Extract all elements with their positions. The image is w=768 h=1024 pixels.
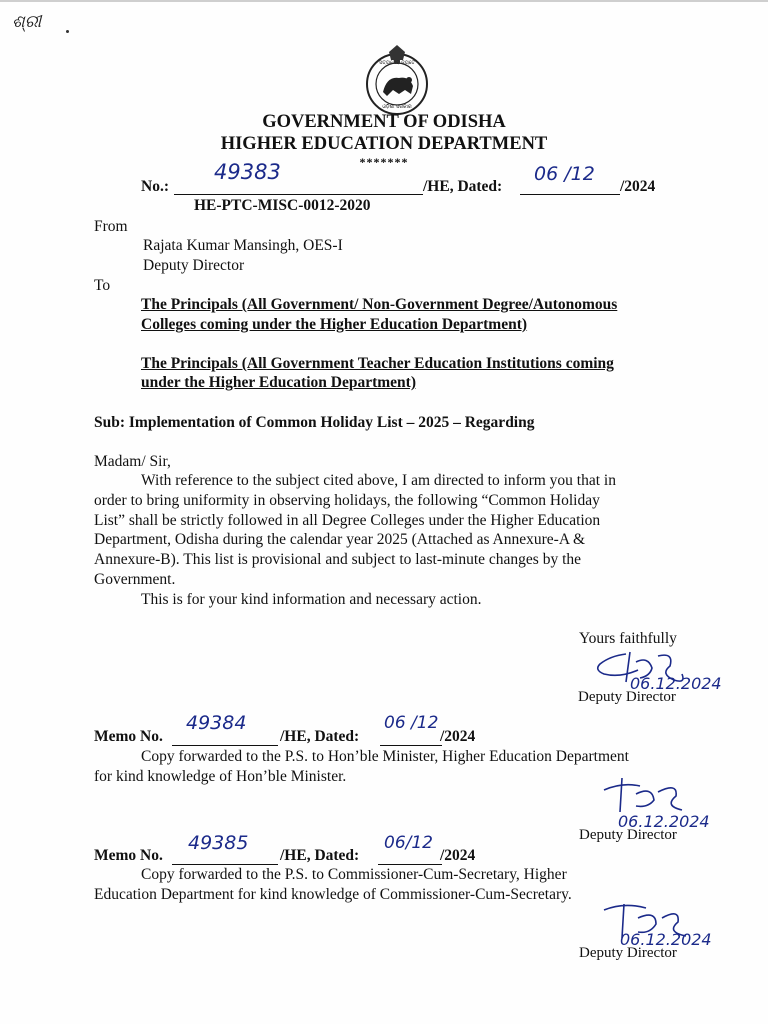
closing-signature-date: 06.12.2024 <box>630 674 722 693</box>
memo1-designation: Deputy Director <box>579 827 677 843</box>
letter-he-dated-label: /HE, Dated: <box>423 178 503 195</box>
memo1-label: Memo No. <box>94 728 163 745</box>
corner-handwritten-mark: ଶ୍ରୀ <box>12 12 42 32</box>
closing-designation: Deputy Director <box>578 689 676 705</box>
memo1-line-2: for kind knowledge of Hon’ble Minister. <box>94 768 347 785</box>
scan-edge <box>0 0 768 2</box>
body-line-4: Department, Odisha during the calendar year 2025 (Attached as Annexure-A & <box>94 531 586 548</box>
body-line-6: Government. <box>94 571 176 588</box>
header-stars: ******* <box>359 155 409 169</box>
letter-date-handwritten: 06 /12 <box>534 163 595 185</box>
letter-year: /2024 <box>620 178 656 195</box>
body-line-3: List” shall be strictly followed in all Degree Colleges under the Higher Education <box>94 512 601 529</box>
svg-text:ଓଡ଼ିଶା ସରକାର: ଓଡ଼ିଶା ସରକାର <box>382 104 412 110</box>
from-designation: Deputy Director <box>143 257 245 274</box>
to-label: To <box>94 277 111 294</box>
body-line-2: order to bring uniformity in observing holidays, the following “Common Holiday <box>94 492 600 509</box>
government-emblem-seal <box>359 42 435 116</box>
memo2-label: Memo No. <box>94 847 163 864</box>
memo1-signature-date: 06.12.2024 <box>618 812 710 831</box>
header-government: GOVERNMENT OF ODISHA <box>262 112 506 132</box>
memo1-date-handwritten: 06 /12 <box>384 713 439 733</box>
memo1-year: /2024 <box>440 728 476 745</box>
letter-no-underline <box>174 174 423 195</box>
body-line-5: Annexure-B). This list is provisional and subject to last-minute changes by the <box>94 551 582 568</box>
memo2-designation: Deputy Director <box>579 945 677 961</box>
yours-faithfully: Yours faithfully <box>579 630 677 647</box>
memo2-line-2: Education Department for kind knowledge of Commissioner-Cum-Secretary. <box>94 886 572 903</box>
subject-line: Sub: Implementation of Common Holiday List – 2025 – Regarding <box>94 414 535 431</box>
addressee-2-line-1: The Principals (All Government Teacher Education Institutions coming <box>141 355 614 372</box>
from-name: Rajata Kumar Mansingh, OES-I <box>143 237 343 254</box>
memo2-line-1: Copy forwarded to the P.S. to Commissioner-Cum-Secretary, Higher <box>141 866 567 883</box>
body-line-1: With reference to the subject cited above, I am directed to inform you that in <box>141 472 616 489</box>
memo2-year: /2024 <box>440 847 476 864</box>
memo1-number-handwritten: 49384 <box>186 712 247 734</box>
addressee-2-line-2: under the Higher Education Department) <box>141 374 416 391</box>
letter-no-label: No.: <box>141 178 169 195</box>
addressee-1-line-1: The Principals (All Government/ Non-Government Degree/Autonomous <box>141 296 618 313</box>
salutation: Madam/ Sir, <box>94 453 171 470</box>
memo2-number-handwritten: 49385 <box>188 832 249 854</box>
body-para-2: This is for your kind information and necessary action. <box>141 591 482 608</box>
memo2-signature-date: 06.12.2024 <box>620 930 712 949</box>
letter-no-handwritten: 49383 <box>214 160 281 184</box>
memo2-date-handwritten: 06/12 <box>384 833 433 853</box>
file-number: HE-PTC-MISC-0012-2020 <box>194 197 371 214</box>
header-department: HIGHER EDUCATION DEPARTMENT <box>220 134 548 154</box>
svg-text:ସତ୍ୟମେବ ଜୟତେ: ସତ୍ୟମେବ ଜୟତେ <box>379 60 415 66</box>
seal-icon <box>359 42 435 116</box>
memo2-he-dated-label: /HE, Dated: <box>280 847 360 864</box>
memo1-he-dated-label: /HE, Dated: <box>280 728 360 745</box>
addressee-1-line-2: Colleges coming under the Higher Education Department) <box>141 316 528 333</box>
memo1-line-1: Copy forwarded to the P.S. to Hon’ble Minister, Higher Education Department <box>141 748 629 765</box>
from-label: From <box>94 218 128 235</box>
corner-dot <box>66 30 69 33</box>
